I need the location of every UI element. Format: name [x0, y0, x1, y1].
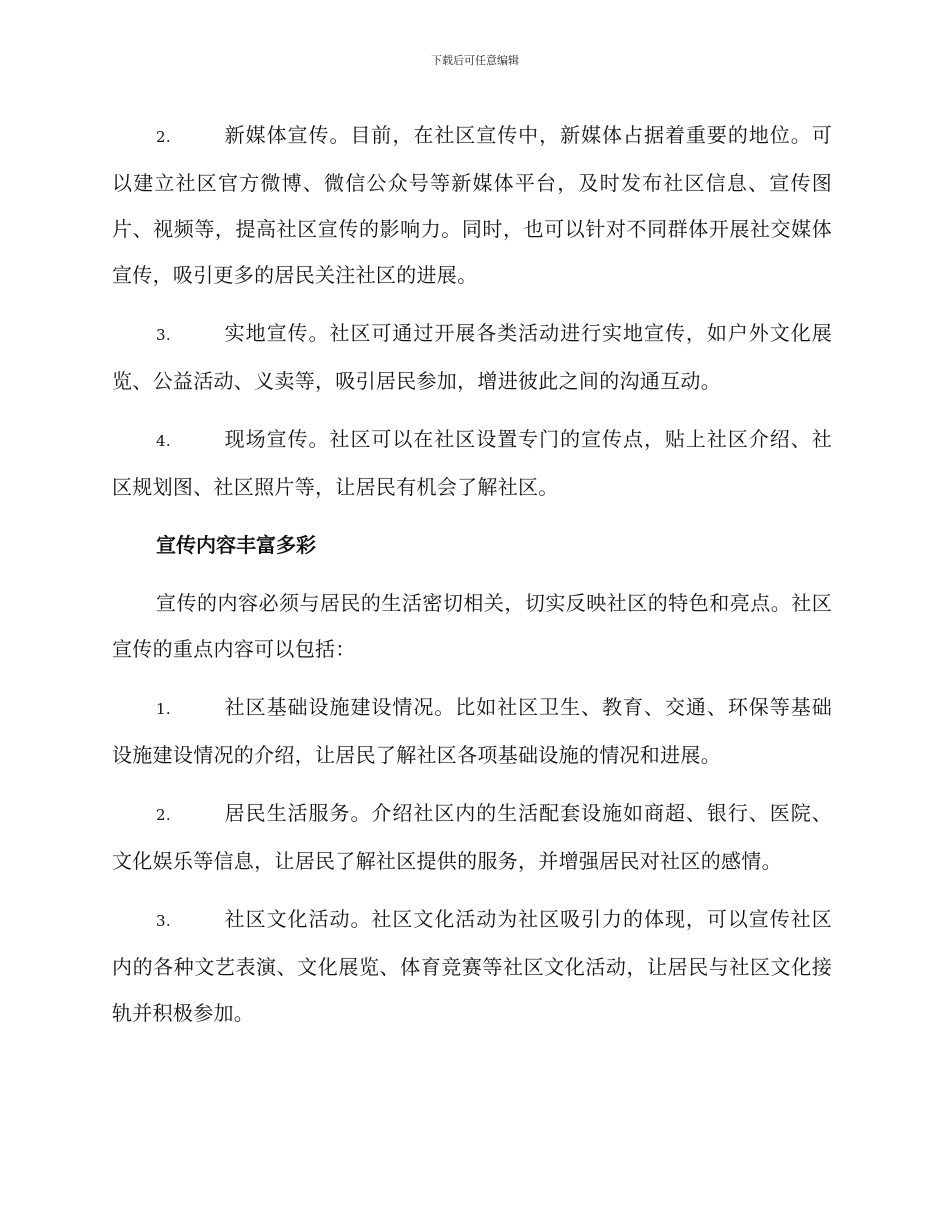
list-item — [112, 790, 832, 884]
list-item — [112, 310, 832, 404]
section-intro: 宣传的内容必须与居民的生活密切相关，切实反映社区的特色和亮点。社区宣传的重点内容可以包括： — [112, 591, 832, 661]
list-item — [112, 896, 832, 1036]
list-number: 3. — [156, 326, 171, 344]
list-text: 新媒体宣传。目前，在社区宣传中，新媒体占据着重要的地位。可以建立社区官方微博、微信公众号等新媒体平台，及时发布社区信息、宣传图片、视频等，提高社区宣传的影响力。同时，也可以针对不同群体开展社交媒体宣传，吸引更多的居民关注社区的进展。 — [112, 123, 832, 287]
list-number: 4. — [156, 432, 171, 450]
list-number: 2. — [156, 806, 171, 824]
list-number: 1. — [156, 700, 171, 718]
page-header: 下载后可任意编辑 — [431, 54, 519, 67]
list-text: 居民生活服务。介绍社区内的生活配套设施如商超、银行、医院、文化娱乐等信息，让居民了解社区提供的服务，并增强居民对社区的感情。 — [112, 801, 832, 873]
list-item — [112, 416, 832, 510]
list-text: 现场宣传。社区可以在社区设置专门的宣传点，贴上社区介绍、社区规划图、社区照片等，让居民有机会了解社区。 — [112, 427, 832, 499]
list-number: 3. — [156, 912, 171, 930]
list-item — [112, 112, 832, 298]
list-text: 社区文化活动。社区文化活动为社区吸引力的体现，可以宣传社区内的各种文艺表演、文化展览、体育竞赛等社区文化活动，让居民与社区文化接轨并积极参加。 — [112, 907, 832, 1025]
list-item — [112, 684, 832, 778]
list-number: 2. — [156, 128, 171, 146]
list-text: 实地宣传。社区可通过开展各类活动进行实地宣传，如户外文化展览、公益活动、义卖等，吸引居民参加，增进彼此之间的沟通互动。 — [112, 321, 832, 393]
document-body — [112, 112, 832, 1048]
section-heading: 宣传内容丰富多彩 — [156, 533, 316, 557]
list-text: 社区基础设施建设情况。比如社区卫生、教育、交通、环保等基础设施建设情况的介绍，让居民了解社区各项基础设施的情况和进展。 — [112, 695, 832, 767]
